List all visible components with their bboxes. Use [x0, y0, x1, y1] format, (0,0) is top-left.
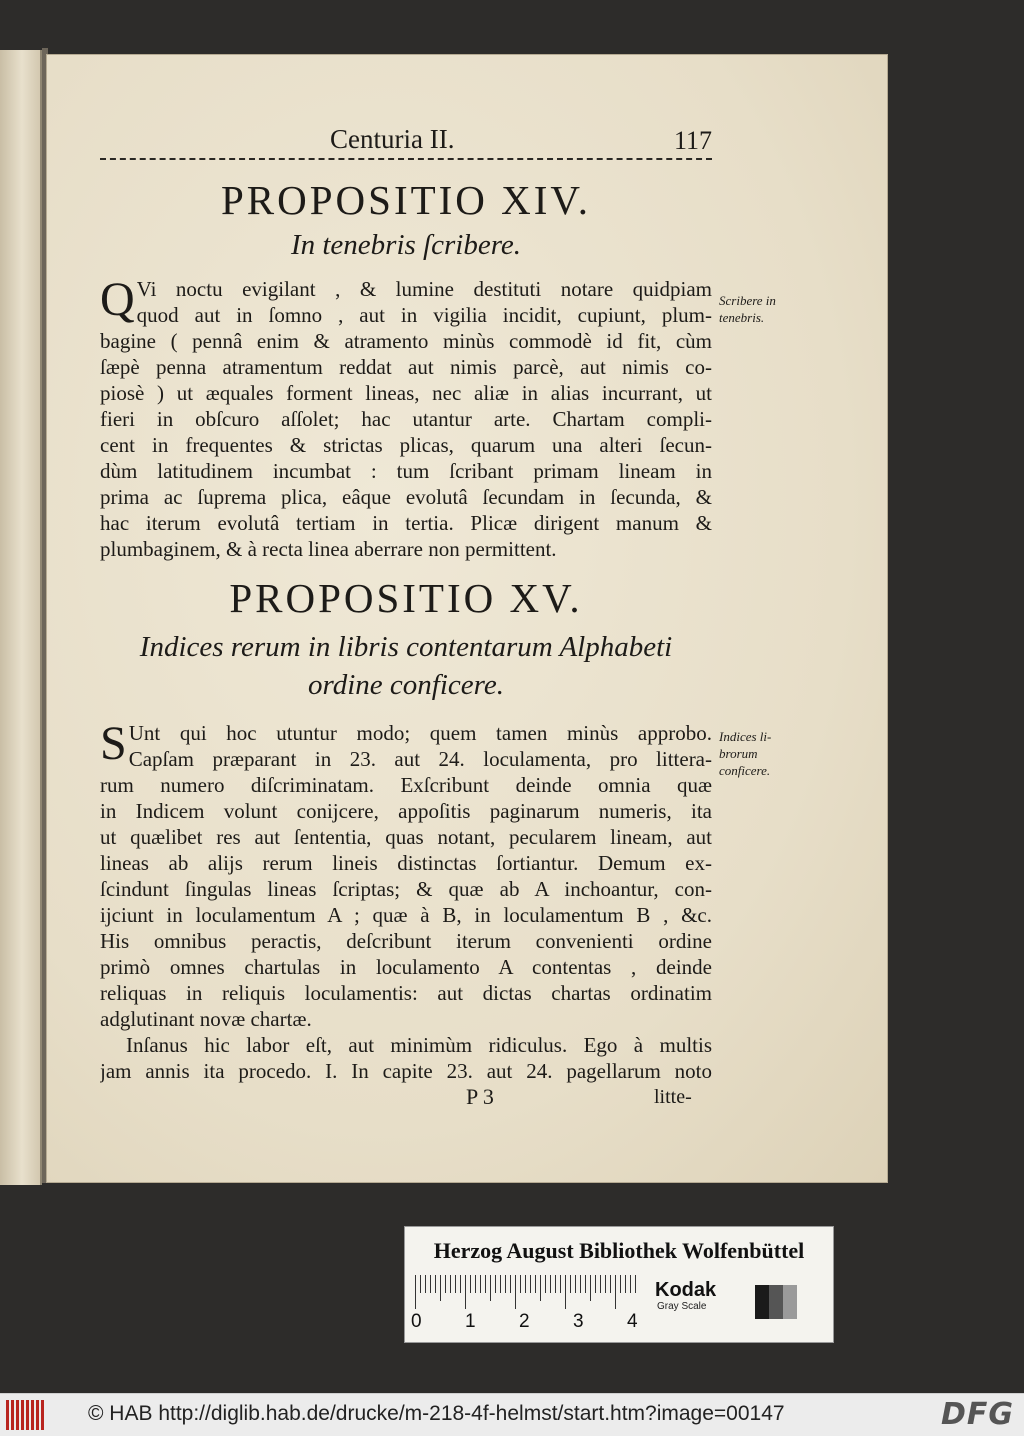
- text-line: lineas ab alijs rerum lineis distinctas ſortiantur. Demum ex-: [100, 851, 712, 875]
- ruler-tick: [480, 1275, 481, 1293]
- ruler-tick: [420, 1275, 421, 1293]
- ruler-tick: [590, 1275, 591, 1301]
- ruler-tick: [575, 1275, 576, 1293]
- scale-label: 0: [411, 1311, 422, 1332]
- ruler-tick: [540, 1275, 541, 1301]
- text-line: reliquas in reliquis loculamentis: aut dictas chartas ordinatim: [100, 981, 712, 1005]
- text-line: Vi noctu evigilant , & lumine destituti notare quidpiam: [136, 277, 712, 301]
- ruler-tick: [485, 1275, 486, 1293]
- ruler-tick: [510, 1275, 511, 1293]
- gray-swatches: [741, 1285, 797, 1319]
- gray-swatch: [755, 1285, 769, 1319]
- margin-note: [719, 728, 799, 779]
- scale-label: 3: [573, 1311, 584, 1332]
- margin-note-line: Indices li-: [719, 729, 772, 744]
- source-url[interactable]: © HAB http://diglib.hab.de/drucke/m-218-4f-helmst/start.htm?image=00147: [88, 1402, 785, 1425]
- text-line: adglutinant novæ chartæ.: [100, 1007, 312, 1031]
- running-head: [100, 118, 712, 168]
- ruler-tick: [555, 1275, 556, 1293]
- text-line: bagine ( pennâ enim & atramento minùs commodè id fit, cùm: [100, 329, 712, 353]
- ruler-tick: [585, 1275, 586, 1293]
- section-body: [100, 717, 712, 1084]
- section-title: PROPOSITIO XIV.: [220, 177, 592, 223]
- scale-labels: [411, 1311, 651, 1333]
- scale-ruler: [415, 1275, 645, 1311]
- viewer-footer: [0, 1393, 1024, 1436]
- ruler-tick: [620, 1275, 621, 1293]
- logo-bar: [16, 1400, 19, 1430]
- ruler-tick: [475, 1275, 476, 1293]
- gray-swatch: [783, 1285, 797, 1319]
- scale-label: 4: [627, 1311, 638, 1332]
- section-body: [100, 273, 712, 562]
- ruler-tick: [495, 1275, 496, 1293]
- text-line: plumbaginem, & à recta linea aberrare non permittent.: [100, 537, 557, 561]
- text-line: cent in frequentes & strictas plicas, quarum una alteri ſecun-: [100, 433, 712, 457]
- text-line: prima ac ſuprema plica, eâque evolutâ ſecundam in ſecunda, &: [100, 485, 712, 509]
- ruler-tick: [570, 1275, 571, 1293]
- ruler-tick: [560, 1275, 561, 1293]
- logo-bar: [6, 1400, 9, 1430]
- ruler-tick: [635, 1275, 636, 1293]
- text-line: ut quælibet res aut ſententia, quas notant, pecularem lineam, aut: [100, 825, 712, 849]
- text-line: in Indicem volunt conijcere, appoſitis paginarum numeris, ita: [100, 799, 712, 823]
- ruler-tick: [550, 1275, 551, 1293]
- drop-initial: S: [100, 717, 127, 770]
- margin-note-line: conficere.: [719, 763, 771, 778]
- page-number: 117: [673, 126, 712, 155]
- ruler-tick: [530, 1275, 531, 1293]
- ruler-tick: [525, 1275, 526, 1293]
- section-subtitle: [100, 628, 712, 704]
- text-line: jam annis ita procedo. I. In capite 23. aut 24. pagellarum noto: [100, 1059, 712, 1083]
- ruler-tick: [415, 1275, 416, 1309]
- ruler-tick: [490, 1275, 491, 1301]
- margin-note: [719, 292, 799, 326]
- text-line: fieri in obſcuro aſſolet; hac utantur arte. Chartam compli-: [100, 407, 712, 431]
- color-calibration-card: [404, 1226, 834, 1343]
- logo-bar: [36, 1400, 39, 1430]
- logo-bar: [26, 1400, 29, 1430]
- ruler-tick: [445, 1275, 446, 1293]
- ruler-tick: [630, 1275, 631, 1293]
- text-line: ſæpè penna atramentum reddat aut nimis parcè, aut nimis co-: [100, 355, 712, 379]
- catchword: litte-: [654, 1086, 692, 1108]
- ruler-tick: [520, 1275, 521, 1293]
- margin-note-line: tenebris.: [719, 310, 765, 325]
- hab-logo-icon: [6, 1400, 48, 1430]
- ruler-tick: [425, 1275, 426, 1293]
- text-line: Inſanus hic labor eſt, aut minimùm ridiculus. Ego à multis: [126, 1033, 712, 1057]
- text-line: His omnibus peractis, deſcribunt iterum convenienti ordine: [100, 929, 712, 953]
- ruler-tick: [610, 1275, 611, 1293]
- ruler-tick: [625, 1275, 626, 1293]
- ruler-tick: [435, 1275, 436, 1293]
- drop-initial: Q: [100, 273, 135, 326]
- logo-bar: [11, 1400, 14, 1430]
- ruler-tick: [605, 1275, 606, 1293]
- ruler-tick: [500, 1275, 501, 1293]
- text-line: ſcindunt ſingulas lineas ſcriptas; & quæ ab A inchoantur, con-: [100, 877, 712, 901]
- ruler-tick: [465, 1275, 466, 1309]
- scale-label: 2: [519, 1311, 530, 1332]
- ruler-tick: [515, 1275, 516, 1309]
- subtitle-line: In tenebris ſcribere.: [290, 229, 522, 261]
- margin-note-line: Scribere in: [719, 293, 776, 308]
- ruler-tick: [455, 1275, 456, 1293]
- ruler-tick: [545, 1275, 546, 1293]
- library-name: Herzog August Bibliothek Wolfenbüttel: [433, 1238, 805, 1263]
- ruler-tick: [440, 1275, 441, 1301]
- logo-bar: [21, 1400, 24, 1430]
- facing-page-edge: [0, 50, 42, 1185]
- kodak-logo: Kodak: [655, 1279, 717, 1301]
- margin-note-line: brorum: [719, 746, 758, 761]
- ruler-tick: [535, 1275, 536, 1293]
- text-line: Capſam præparant in 23. aut 24. loculamenta, pro littera-: [128, 747, 712, 771]
- running-head-title: Centuria II.: [330, 124, 455, 154]
- dfg-logo: DFG: [940, 1397, 1014, 1432]
- gray-scale-label: Gray Scale: [657, 1301, 707, 1312]
- ruler-tick: [470, 1275, 471, 1293]
- text-line: hac iterum evolutâ tertiam in tertia. Plicæ dirigent manum &: [100, 511, 712, 535]
- text-line: rum numero diſcriminatam. Exſcribunt deinde omnia quæ: [100, 773, 712, 797]
- gray-swatch: [741, 1285, 755, 1319]
- text-line: ijciunt in loculamentum A ; quæ à B, in loculamentum B , &c.: [100, 903, 712, 927]
- head-rule: [100, 158, 712, 160]
- scale-label: 1: [465, 1311, 476, 1332]
- ruler-tick: [580, 1275, 581, 1293]
- text-line: dùm latitudinem incumbat : tum ſcribant primam lineam in: [100, 459, 712, 483]
- ruler-tick: [615, 1275, 616, 1309]
- signature-mark: P 3: [466, 1084, 494, 1109]
- logo-bar: [41, 1400, 44, 1430]
- ruler-tick: [600, 1275, 601, 1293]
- text-line: quod aut in ſomno , aut in vigilia incidit, cupiunt, plum-: [136, 303, 712, 327]
- ruler-tick: [460, 1275, 461, 1293]
- ruler-tick: [505, 1275, 506, 1293]
- ruler-tick: [430, 1275, 431, 1293]
- subtitle-line: Indices rerum in libris contentarum Alphabeti: [139, 631, 673, 663]
- section-subtitle: [100, 226, 712, 264]
- text-line: Unt qui hoc utuntur modo; quem tamen minùs approbo.: [128, 721, 712, 745]
- logo-bar: [31, 1400, 34, 1430]
- ruler-tick: [595, 1275, 596, 1293]
- subtitle-line: ordine conficere.: [308, 669, 504, 701]
- gray-swatch: [769, 1285, 783, 1319]
- text-line: piosè ) ut æquales forment lineas, nec aliæ in alias incurrant, ut: [100, 381, 712, 405]
- ruler-tick: [450, 1275, 451, 1293]
- ruler-tick: [565, 1275, 566, 1309]
- section-title: PROPOSITIO XV.: [229, 575, 583, 621]
- text-line: primò omnes chartulas in loculamento A contentas , deinde: [100, 955, 712, 979]
